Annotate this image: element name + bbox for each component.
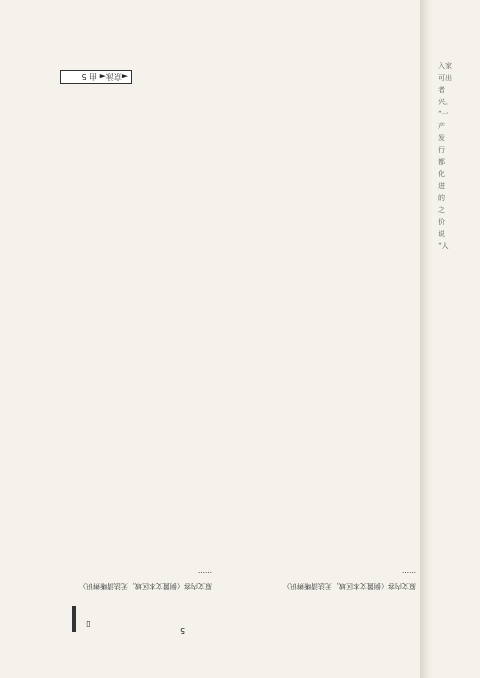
edge-line: 都 xyxy=(438,158,445,166)
edge-line: 兴。 xyxy=(438,98,452,106)
edge-line: “一 xyxy=(438,110,449,118)
adjacent-page-edge xyxy=(438,60,478,620)
edge-line: “人 xyxy=(438,242,449,250)
edge-line: 说 xyxy=(438,230,445,238)
paragraph: 原文内容（倒置文本区域，无法清晰辨识） xyxy=(79,582,212,590)
paragraph: …… xyxy=(402,570,416,578)
paragraph: …… xyxy=(198,570,212,578)
edge-line: 产 xyxy=(438,122,445,130)
edge-line: 进 xyxy=(438,182,445,190)
text-column-right xyxy=(220,92,416,592)
edge-line: 行 xyxy=(438,146,445,154)
edge-line: 价 xyxy=(438,218,445,226)
edge-line: 可出 xyxy=(438,74,452,82)
edge-line: 入家 xyxy=(438,62,452,70)
page-number: 5 xyxy=(180,626,186,635)
footer-mark: ▯ xyxy=(86,620,91,629)
paragraph: 原文内容（倒置文本区域，无法清晰辨识） xyxy=(283,582,416,590)
edge-line: 的 xyxy=(438,194,445,202)
page-gutter xyxy=(420,0,434,678)
text-column-left xyxy=(60,92,212,592)
footer-rule xyxy=(72,606,76,632)
edge-line: 之 xyxy=(438,206,445,214)
edge-line: 发 xyxy=(438,134,445,142)
edge-line: 化 xyxy=(438,170,445,178)
running-header: ◄京泳◄ 由 5 xyxy=(60,70,132,84)
edge-line: 者 xyxy=(438,86,445,94)
